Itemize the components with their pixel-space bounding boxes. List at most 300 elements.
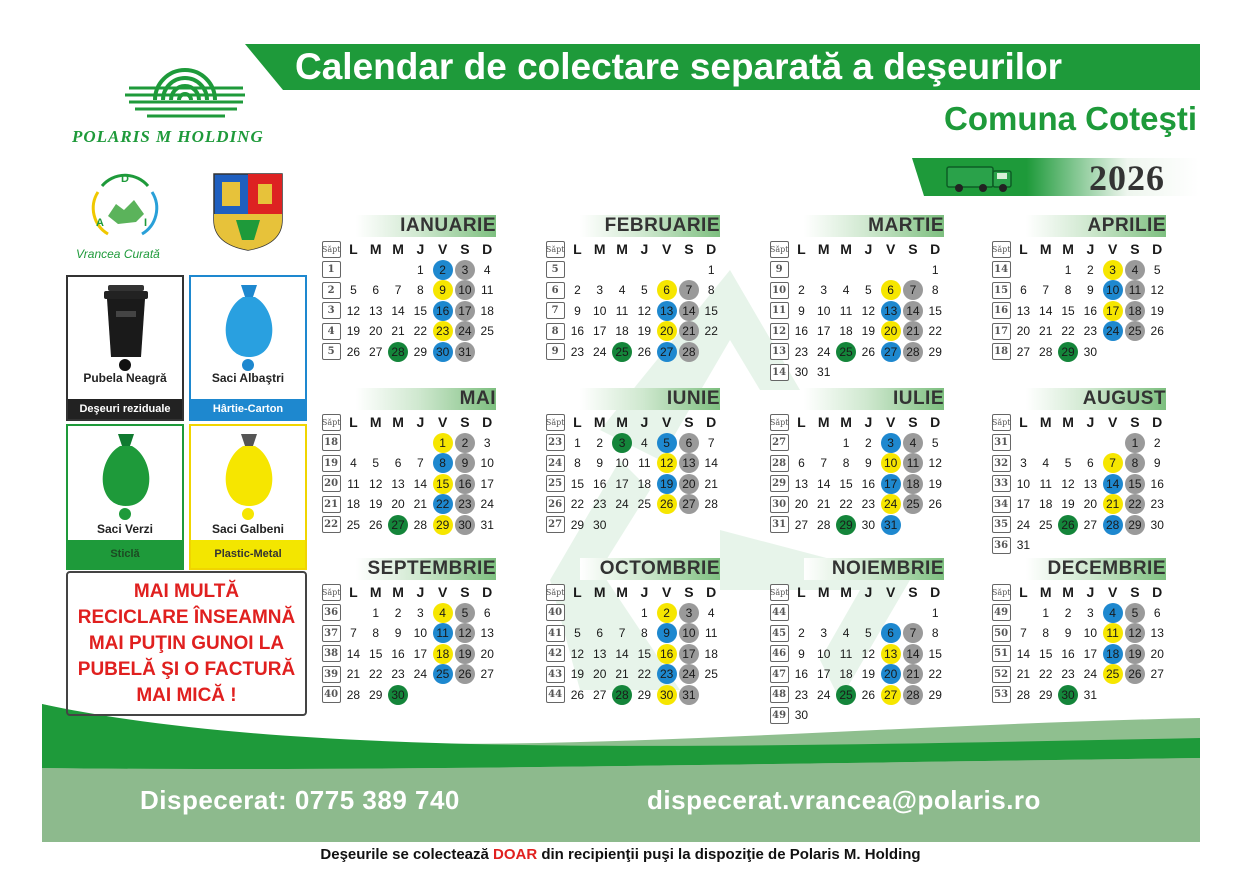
collection-day: 3 bbox=[1101, 260, 1123, 281]
week-number bbox=[768, 342, 790, 363]
week-number bbox=[768, 705, 790, 726]
weekday-header: L bbox=[1019, 414, 1028, 431]
week-number-value: 33 bbox=[992, 475, 1011, 492]
week-row bbox=[768, 260, 946, 281]
calendar-day: 17 bbox=[593, 324, 607, 339]
calendar-day: 19 bbox=[1061, 497, 1075, 512]
month-name: APRILIE bbox=[1087, 215, 1166, 236]
calendar-day: 1 bbox=[372, 605, 380, 620]
week-row bbox=[768, 685, 946, 706]
calendar-day: 22 bbox=[1061, 324, 1075, 339]
weekday-header: M bbox=[1062, 414, 1074, 431]
collection-day: 14 bbox=[1101, 474, 1123, 495]
weekday-header: J bbox=[864, 241, 873, 258]
empty-day bbox=[902, 362, 924, 383]
collection-day: 8 bbox=[1124, 453, 1146, 474]
empty-day bbox=[1124, 342, 1146, 363]
week-number-value: 6 bbox=[546, 282, 565, 299]
week-row bbox=[544, 685, 722, 706]
week-row bbox=[544, 644, 722, 665]
week-number-header bbox=[990, 582, 1012, 603]
collection-day: 29 bbox=[1057, 342, 1079, 363]
dai-letter-i: I bbox=[144, 217, 148, 229]
collection-day: 26 bbox=[655, 494, 677, 515]
week-number bbox=[990, 453, 1012, 474]
calendar-day: 8 bbox=[842, 456, 850, 471]
calendar-day: 10 bbox=[593, 303, 607, 318]
calendar-day: 19 bbox=[861, 324, 875, 339]
calendar-day: 28 bbox=[346, 687, 361, 702]
month-grid bbox=[320, 239, 498, 362]
week-row bbox=[768, 603, 946, 624]
calendar-day: 27 bbox=[593, 687, 607, 702]
recycling-message bbox=[66, 571, 307, 716]
calendar-day: 16 bbox=[391, 646, 405, 661]
week-number-value: 27 bbox=[770, 434, 789, 451]
collection-day: 18 bbox=[1101, 644, 1123, 665]
week-row bbox=[320, 644, 498, 665]
collection-day: 29 bbox=[431, 515, 453, 536]
calendar-day: 6 bbox=[1086, 456, 1094, 471]
calendar-day: 2 bbox=[1086, 262, 1094, 277]
week-row bbox=[544, 453, 722, 474]
collection-day: 21 bbox=[902, 321, 924, 342]
calendar-day: 10 bbox=[817, 646, 831, 661]
week-row bbox=[544, 474, 722, 495]
weekday-header: M bbox=[1062, 584, 1074, 601]
collection-day: 20 bbox=[879, 321, 901, 342]
collection-day: 19 bbox=[1124, 644, 1146, 665]
bin-name: Pubela Neagră bbox=[83, 371, 167, 385]
week-row bbox=[990, 453, 1168, 474]
collection-day: 30 bbox=[1057, 685, 1079, 706]
weekday-header: D bbox=[930, 584, 941, 601]
week-number-value: 10 bbox=[770, 282, 789, 299]
calendar-day: 1 bbox=[707, 262, 715, 277]
week-number-value: 43 bbox=[546, 666, 565, 683]
week-number bbox=[768, 494, 790, 515]
week-number-value: 23 bbox=[546, 434, 565, 451]
collection-day: 25 bbox=[835, 685, 857, 706]
calendar-day: 6 bbox=[1153, 605, 1161, 620]
empty-day bbox=[790, 260, 812, 281]
month-7 bbox=[766, 388, 971, 558]
calendar-day: 3 bbox=[416, 605, 424, 620]
collection-day: 22 bbox=[431, 494, 453, 515]
calendar-day: 8 bbox=[640, 626, 648, 641]
message-line: PUBELĂ ŞI O FACTURĂ bbox=[77, 659, 296, 680]
calendar-day: 19 bbox=[1150, 303, 1164, 318]
week-number-header bbox=[990, 239, 1012, 260]
empty-day bbox=[1012, 433, 1034, 454]
week-row bbox=[990, 664, 1168, 685]
calendar-day: 11 bbox=[1039, 476, 1052, 491]
calendar-day: 15 bbox=[839, 476, 853, 491]
weekday-header: M bbox=[840, 584, 852, 601]
collection-day: 14 bbox=[902, 301, 924, 322]
collection-day: 16 bbox=[431, 301, 453, 322]
calendar-day: 13 bbox=[1150, 626, 1164, 641]
week-number bbox=[768, 603, 790, 624]
calendar-day: 17 bbox=[817, 324, 831, 339]
calendar-day: 27 bbox=[369, 344, 383, 359]
weekday-header-row bbox=[320, 582, 498, 603]
week-number-value: 12 bbox=[770, 323, 789, 340]
empty-day bbox=[879, 705, 901, 726]
week-number bbox=[768, 664, 790, 685]
month-grid bbox=[990, 239, 1168, 362]
calendar-day: 28 bbox=[413, 517, 427, 532]
weekday-header: D bbox=[1152, 414, 1163, 431]
week-number-value: 20 bbox=[322, 475, 341, 492]
week-number bbox=[768, 301, 790, 322]
collection-day: 7 bbox=[902, 623, 924, 644]
week-number bbox=[990, 301, 1012, 322]
calendar-day: 26 bbox=[369, 517, 383, 532]
month-grid bbox=[990, 582, 1168, 705]
calendar-day: 25 bbox=[346, 517, 361, 532]
week-number-value: 8 bbox=[546, 323, 565, 340]
weekday-header: L bbox=[349, 584, 358, 601]
calendar-day: 30 bbox=[794, 365, 809, 380]
week-number bbox=[544, 664, 566, 685]
empty-day bbox=[1124, 535, 1146, 556]
calendar-day: 4 bbox=[707, 605, 715, 620]
collection-day: 4 bbox=[902, 433, 924, 454]
collection-day: 23 bbox=[655, 664, 677, 685]
dispatcher-phone[interactable]: Dispecerat: 0775 389 740 bbox=[140, 785, 460, 815]
calendar-day: 26 bbox=[1150, 324, 1164, 339]
calendar-day: 21 bbox=[413, 497, 427, 512]
month-grid bbox=[990, 412, 1168, 556]
week-label: Săpt bbox=[992, 584, 1011, 601]
week-number bbox=[990, 433, 1012, 454]
week-number-value: 3 bbox=[322, 302, 341, 319]
month-grid bbox=[768, 412, 946, 535]
weekday-header: J bbox=[1086, 241, 1095, 258]
week-row bbox=[990, 603, 1168, 624]
collection-day: 3 bbox=[611, 433, 633, 454]
collection-day: 20 bbox=[655, 321, 677, 342]
week-number-value: 18 bbox=[992, 343, 1011, 360]
calendar-day: 19 bbox=[861, 667, 875, 682]
calendar-day: 16 bbox=[1150, 476, 1164, 491]
week-row bbox=[768, 664, 946, 685]
week-number-value: 44 bbox=[546, 686, 565, 703]
calendar-day: 18 bbox=[839, 324, 853, 339]
calendar-day: 17 bbox=[615, 476, 629, 491]
empty-day bbox=[902, 515, 924, 536]
empty-day bbox=[655, 515, 677, 536]
calendar-day: 4 bbox=[350, 456, 357, 471]
calendar-day: 16 bbox=[1061, 646, 1075, 661]
weekday-header: M bbox=[392, 241, 404, 258]
calendar-day: 29 bbox=[369, 687, 383, 702]
week-number bbox=[320, 623, 342, 644]
weekday-header: J bbox=[416, 414, 425, 431]
calendar-day: 5 bbox=[864, 283, 872, 298]
calendar-day: 22 bbox=[928, 324, 942, 339]
calendar-day: 2 bbox=[798, 626, 805, 641]
vrancea-curata-label: Vrancea Curată bbox=[76, 247, 160, 261]
calendar-day: 9 bbox=[1086, 283, 1094, 298]
collection-day: 21 bbox=[1101, 494, 1123, 515]
empty-day bbox=[700, 515, 722, 536]
calendar-day: 14 bbox=[1039, 303, 1053, 318]
calendar-day: 22 bbox=[369, 667, 383, 682]
calendar-day: 24 bbox=[615, 497, 629, 512]
calendar-day: 20 bbox=[1083, 497, 1097, 512]
week-row bbox=[990, 644, 1168, 665]
collection-day: 10 bbox=[879, 453, 901, 474]
collection-day: 2 bbox=[431, 260, 453, 281]
calendar-day: 23 bbox=[391, 667, 405, 682]
calendar-day: 5 bbox=[864, 626, 872, 641]
collection-day: 27 bbox=[879, 685, 901, 706]
calendar-day: 9 bbox=[596, 456, 604, 471]
weekday-header: V bbox=[1107, 584, 1118, 601]
calendar-day: 6 bbox=[372, 283, 380, 298]
calendar-day: 14 bbox=[704, 456, 718, 471]
calendar-day: 12 bbox=[861, 303, 875, 318]
weekday-header: D bbox=[706, 584, 717, 601]
week-number-value: 27 bbox=[546, 516, 565, 533]
calendar-day: 18 bbox=[615, 324, 629, 339]
bin-card-yellow bbox=[189, 424, 307, 570]
collection-day: 30 bbox=[454, 515, 476, 536]
message-line: MAI MULTĂ bbox=[133, 581, 240, 602]
calendar-day: 6 bbox=[596, 626, 604, 641]
calendar-day: 1 bbox=[931, 605, 939, 620]
week-number bbox=[544, 453, 566, 474]
collection-day: 25 bbox=[1124, 321, 1146, 342]
calendar-day: 2 bbox=[864, 435, 872, 450]
calendar-day: 27 bbox=[1016, 344, 1031, 359]
black-dot bbox=[119, 359, 131, 371]
week-number bbox=[320, 474, 342, 495]
month-name: IUNIE bbox=[666, 388, 720, 409]
bin-name: Saci Verzi bbox=[96, 522, 154, 536]
collection-day: 24 bbox=[1101, 321, 1123, 342]
calendar-day: 15 bbox=[1039, 646, 1053, 661]
collection-day: 31 bbox=[879, 515, 901, 536]
vrancea-curata-logo-icon bbox=[86, 170, 164, 242]
empty-day bbox=[1057, 433, 1079, 454]
week-number bbox=[768, 321, 790, 342]
week-row bbox=[544, 494, 722, 515]
calendar-day: 24 bbox=[413, 667, 427, 682]
collection-day: 8 bbox=[431, 453, 453, 474]
calendar-day: 17 bbox=[817, 667, 831, 682]
weekday-header: S bbox=[1130, 414, 1140, 431]
empty-day bbox=[566, 603, 588, 624]
empty-day bbox=[857, 362, 879, 383]
calendar-day: 12 bbox=[637, 303, 651, 318]
weekday-header: S bbox=[908, 414, 918, 431]
calendar-day: 11 bbox=[839, 303, 853, 318]
bin-label: Hârtie-Carton bbox=[191, 399, 305, 419]
week-row bbox=[320, 685, 498, 706]
month-name: FEBRUARIE bbox=[604, 215, 720, 236]
empty-day bbox=[1012, 260, 1034, 281]
month-6 bbox=[542, 388, 747, 558]
calendar-day: 21 bbox=[1016, 667, 1031, 682]
month-2 bbox=[542, 215, 747, 385]
week-number bbox=[544, 342, 566, 363]
calendar-day: 4 bbox=[640, 435, 648, 450]
calendar-day: 11 bbox=[638, 456, 651, 471]
week-label: Săpt bbox=[992, 414, 1011, 431]
calendar-day: 16 bbox=[570, 324, 585, 339]
calendar-day: 31 bbox=[1016, 538, 1031, 553]
week-number-value: 31 bbox=[992, 434, 1011, 451]
weekday-header: S bbox=[684, 414, 694, 431]
empty-day bbox=[1035, 535, 1057, 556]
calendar-day: 18 bbox=[346, 497, 361, 512]
message-line: RECICLARE ÎNSEAMNĂ bbox=[77, 607, 296, 628]
calendar-day: 1 bbox=[416, 262, 424, 277]
week-row bbox=[320, 342, 498, 363]
calendar-day: 12 bbox=[1150, 283, 1164, 298]
weekday-header: J bbox=[864, 584, 873, 601]
week-row bbox=[768, 280, 946, 301]
month-grid bbox=[320, 582, 498, 705]
calendar-day: 10 bbox=[1083, 626, 1097, 641]
week-number bbox=[990, 603, 1012, 624]
calendar-day: 16 bbox=[794, 667, 809, 682]
week-number bbox=[990, 280, 1012, 301]
calendar-day: 9 bbox=[1153, 456, 1161, 471]
empty-day bbox=[365, 260, 387, 281]
collection-day: 28 bbox=[1101, 515, 1123, 536]
weekday-header: M bbox=[392, 584, 404, 601]
empty-day bbox=[342, 433, 364, 454]
empty-day bbox=[1101, 685, 1123, 706]
dispatcher-email[interactable]: dispecerat.vrancea@polaris.ro bbox=[647, 785, 1041, 815]
month-11 bbox=[766, 558, 971, 728]
calendar-day: 17 bbox=[480, 476, 494, 491]
weekday-header: V bbox=[661, 584, 672, 601]
week-number bbox=[990, 623, 1012, 644]
week-row bbox=[544, 342, 722, 363]
collection-day: 5 bbox=[1124, 603, 1146, 624]
week-row bbox=[990, 474, 1168, 495]
calendar-day: 3 bbox=[1020, 456, 1027, 471]
weekday-header: M bbox=[840, 241, 852, 258]
calendar-day: 17 bbox=[1016, 497, 1031, 512]
calendar-day: 16 bbox=[1083, 303, 1097, 318]
weekday-header: S bbox=[684, 584, 694, 601]
week-label: Săpt bbox=[546, 241, 565, 258]
week-number-value: 30 bbox=[770, 496, 789, 513]
weekday-header: J bbox=[640, 241, 649, 258]
calendar-day: 20 bbox=[369, 324, 383, 339]
weekday-header: L bbox=[349, 241, 358, 258]
calendar-day: 7 bbox=[1020, 626, 1027, 641]
calendar-day: 8 bbox=[1064, 283, 1072, 298]
footer-highlight: DOAR bbox=[493, 846, 538, 863]
week-number bbox=[990, 664, 1012, 685]
calendar-day: 19 bbox=[346, 324, 361, 339]
calendar-day: 23 bbox=[794, 344, 809, 359]
calendar-day: 13 bbox=[391, 476, 405, 491]
weekday-header-row bbox=[768, 412, 946, 433]
calendar-day: 19 bbox=[928, 476, 942, 491]
calendar-day: 2 bbox=[1064, 605, 1072, 620]
month-grid bbox=[544, 582, 722, 705]
week-row bbox=[768, 301, 946, 322]
calendar-day: 23 bbox=[861, 497, 875, 512]
weekday-header: M bbox=[616, 584, 628, 601]
calendar-day: 20 bbox=[391, 497, 405, 512]
week-number-value: 21 bbox=[322, 496, 341, 513]
calendar-day: 3 bbox=[483, 435, 491, 450]
bin-card-green bbox=[66, 424, 184, 570]
week-row bbox=[320, 301, 498, 322]
week-number-value: 37 bbox=[322, 625, 341, 642]
calendar-day: 2 bbox=[1153, 435, 1161, 450]
calendar-day: 3 bbox=[1086, 605, 1094, 620]
calendar-day: 2 bbox=[394, 605, 402, 620]
calendar-day: 2 bbox=[596, 435, 604, 450]
weekday-header: M bbox=[593, 414, 606, 431]
week-number bbox=[544, 515, 566, 536]
week-number-value: 5 bbox=[322, 343, 341, 360]
weekday-header: D bbox=[482, 241, 493, 258]
calendar-day: 30 bbox=[1150, 517, 1164, 532]
calendar-day: 26 bbox=[570, 687, 585, 702]
weekday-header: D bbox=[1152, 241, 1163, 258]
calendar-day: 20 bbox=[593, 667, 607, 682]
calendar-day: 28 bbox=[817, 517, 831, 532]
week-number-value: 34 bbox=[992, 496, 1011, 513]
calendar-day: 22 bbox=[637, 667, 651, 682]
week-number bbox=[320, 321, 342, 342]
collection-day: 27 bbox=[879, 342, 901, 363]
weekday-header: V bbox=[661, 241, 672, 258]
calendar-day: 14 bbox=[413, 476, 427, 491]
calendar-day: 6 bbox=[1020, 283, 1027, 298]
empty-day bbox=[1124, 685, 1146, 706]
collection-day: 31 bbox=[454, 342, 476, 363]
calendar-day: 15 bbox=[637, 646, 651, 661]
collection-day: 18 bbox=[1124, 301, 1146, 322]
week-number bbox=[768, 280, 790, 301]
calendar-day: 16 bbox=[861, 476, 875, 491]
month-name: MAI bbox=[459, 388, 496, 409]
week-number bbox=[990, 494, 1012, 515]
week-number-value: 32 bbox=[992, 455, 1011, 472]
calendar-day: 7 bbox=[416, 456, 424, 471]
collection-day: 4 bbox=[1101, 603, 1123, 624]
calendar-day: 30 bbox=[794, 708, 809, 723]
weekday-header: M bbox=[593, 584, 606, 601]
calendar-day: 5 bbox=[931, 435, 939, 450]
week-number-value: 9 bbox=[546, 343, 565, 360]
calendar-day: 22 bbox=[1039, 667, 1053, 682]
week-label: Săpt bbox=[992, 241, 1011, 258]
calendar-day: 15 bbox=[369, 646, 383, 661]
page-subtitle: Comuna Coteşti bbox=[943, 100, 1197, 137]
calendar-day: 18 bbox=[480, 303, 494, 318]
weekday-header: M bbox=[616, 414, 628, 431]
week-row bbox=[320, 433, 498, 454]
calendar-day: 29 bbox=[570, 517, 585, 532]
weekday-header: L bbox=[797, 584, 806, 601]
calendar-day: 23 bbox=[794, 687, 809, 702]
weekday-header: M bbox=[616, 241, 628, 258]
collection-day: 26 bbox=[1057, 515, 1079, 536]
